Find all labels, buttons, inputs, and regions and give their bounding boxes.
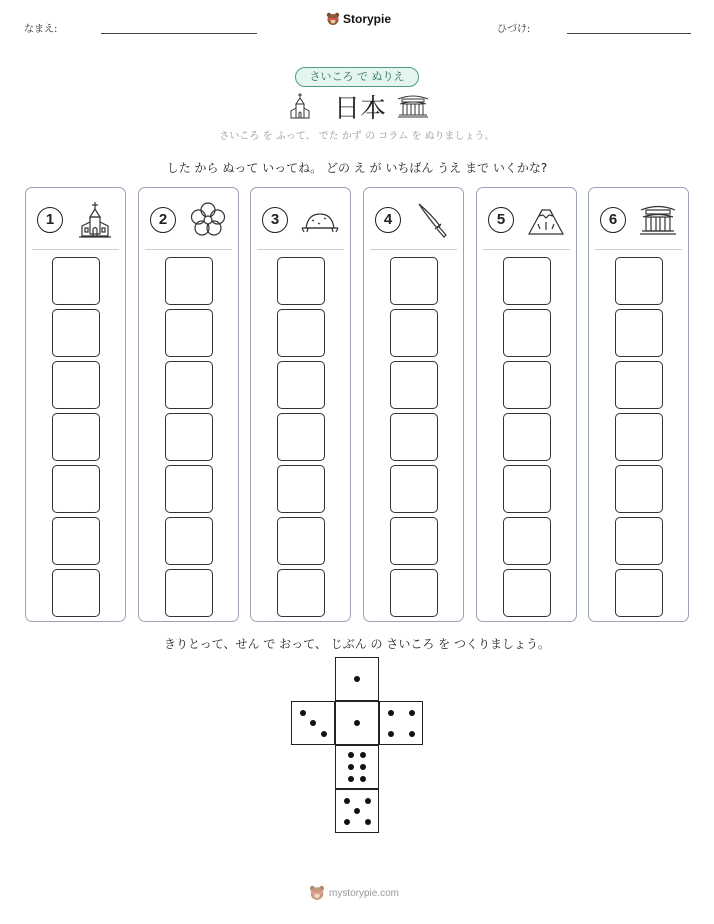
color-square[interactable]	[165, 361, 213, 409]
color-square[interactable]	[165, 465, 213, 513]
dice-pip	[354, 676, 360, 682]
subtitle: さいころ を ふって、 でた かず の コラム を ぬりましょう。	[219, 131, 495, 142]
dice-pip	[348, 752, 354, 758]
color-square[interactable]	[277, 465, 325, 513]
storypie-bear-icon	[309, 885, 325, 901]
color-square[interactable]	[52, 309, 100, 357]
church-icon	[75, 200, 115, 240]
column-divider	[370, 249, 457, 250]
column-divider	[595, 249, 682, 250]
column-6	[588, 187, 689, 622]
color-square[interactable]	[615, 465, 663, 513]
color-square[interactable]	[52, 517, 100, 565]
color-square[interactable]	[390, 517, 438, 565]
date-line	[567, 33, 691, 34]
dice-pip	[354, 720, 360, 726]
katana-icon	[413, 200, 453, 240]
storypie-bear-icon	[326, 12, 340, 26]
column-number: 4	[375, 207, 401, 233]
dice-pip	[354, 808, 360, 814]
dice-pip	[360, 764, 366, 770]
footer-url: mystorypie.com	[329, 887, 400, 899]
date-label: ひづけ:	[497, 24, 531, 35]
church-icon	[289, 92, 311, 120]
subject-pill: さいころ で ぬりえ	[295, 67, 419, 87]
column-header	[589, 188, 688, 250]
dice-pip	[344, 798, 350, 804]
color-square[interactable]	[390, 361, 438, 409]
page-title: 日本	[334, 94, 387, 124]
column-3	[250, 187, 351, 622]
color-square[interactable]	[277, 309, 325, 357]
brand-name: Storypie	[343, 12, 392, 26]
color-square[interactable]	[390, 309, 438, 357]
color-square[interactable]	[277, 569, 325, 617]
dice-pip	[409, 710, 415, 716]
color-square[interactable]	[165, 257, 213, 305]
dice-pip	[348, 776, 354, 782]
name-label: なまえ:	[24, 24, 58, 35]
cut-instruction: きりとって、せん で おって、 じぶん の さいころ を つくりましょう。	[164, 637, 550, 651]
dice-pip	[365, 819, 371, 825]
color-square[interactable]	[503, 465, 551, 513]
column-number: 1	[37, 207, 63, 233]
column-number: 6	[600, 207, 626, 233]
column-number: 5	[488, 207, 514, 233]
color-square[interactable]	[615, 413, 663, 461]
color-square[interactable]	[615, 569, 663, 617]
column-header	[251, 188, 350, 250]
color-square[interactable]	[615, 517, 663, 565]
color-square[interactable]	[277, 257, 325, 305]
color-square[interactable]	[165, 517, 213, 565]
dice-pip	[388, 710, 394, 716]
color-square[interactable]	[390, 257, 438, 305]
dice-pip	[360, 752, 366, 758]
column-divider	[257, 249, 344, 250]
dice-pip	[348, 764, 354, 770]
worksheet-header	[0, 0, 714, 40]
color-square[interactable]	[615, 257, 663, 305]
temple-icon	[638, 200, 678, 240]
dice-pip	[388, 731, 394, 737]
dice-face	[291, 701, 335, 745]
column-2	[138, 187, 239, 622]
color-square[interactable]	[503, 517, 551, 565]
color-square[interactable]	[277, 517, 325, 565]
column-header	[26, 188, 125, 250]
color-square[interactable]	[52, 257, 100, 305]
color-square[interactable]	[615, 361, 663, 409]
column-number: 3	[262, 207, 288, 233]
color-square[interactable]	[503, 569, 551, 617]
dice-face	[335, 701, 379, 745]
name-line	[101, 33, 257, 34]
rice-ball-icon	[300, 200, 340, 240]
color-square[interactable]	[277, 413, 325, 461]
color-square[interactable]	[503, 361, 551, 409]
color-square[interactable]	[52, 465, 100, 513]
column-5	[476, 187, 577, 622]
column-divider	[145, 249, 232, 250]
column-1	[25, 187, 126, 622]
color-square[interactable]	[503, 413, 551, 461]
dice-pip	[300, 710, 306, 716]
color-square[interactable]	[52, 413, 100, 461]
footer	[309, 885, 399, 901]
color-square[interactable]	[390, 465, 438, 513]
column-number: 2	[150, 207, 176, 233]
color-square[interactable]	[165, 309, 213, 357]
column-header	[364, 188, 463, 250]
column-divider	[483, 249, 570, 250]
color-square[interactable]	[165, 569, 213, 617]
dice-face	[379, 701, 423, 745]
column-divider	[32, 249, 119, 250]
column-header	[139, 188, 238, 250]
color-square[interactable]	[503, 257, 551, 305]
color-square[interactable]	[503, 309, 551, 357]
color-square[interactable]	[52, 569, 100, 617]
title-row	[0, 88, 714, 122]
column-header	[477, 188, 576, 250]
color-square[interactable]	[390, 569, 438, 617]
color-square[interactable]	[615, 309, 663, 357]
color-square[interactable]	[52, 361, 100, 409]
dice-pip	[360, 776, 366, 782]
dice-pip	[344, 819, 350, 825]
dice-pip	[409, 731, 415, 737]
instruction: した から ぬって いってね。 どの え が いちばん うえ まで いくかな?	[166, 161, 548, 175]
brand-logo	[326, 12, 391, 26]
dice-pip	[365, 798, 371, 804]
color-square[interactable]	[165, 413, 213, 461]
color-square[interactable]	[390, 413, 438, 461]
dice-pip	[310, 720, 316, 726]
dice-pip	[321, 731, 327, 737]
dice-face	[335, 657, 379, 701]
dice-face	[335, 745, 379, 789]
temple-icon	[396, 92, 430, 118]
column-4	[363, 187, 464, 622]
color-square[interactable]	[277, 361, 325, 409]
dice-face	[335, 789, 379, 833]
flower-icon	[188, 200, 228, 240]
mount-fuji-icon	[526, 200, 566, 240]
